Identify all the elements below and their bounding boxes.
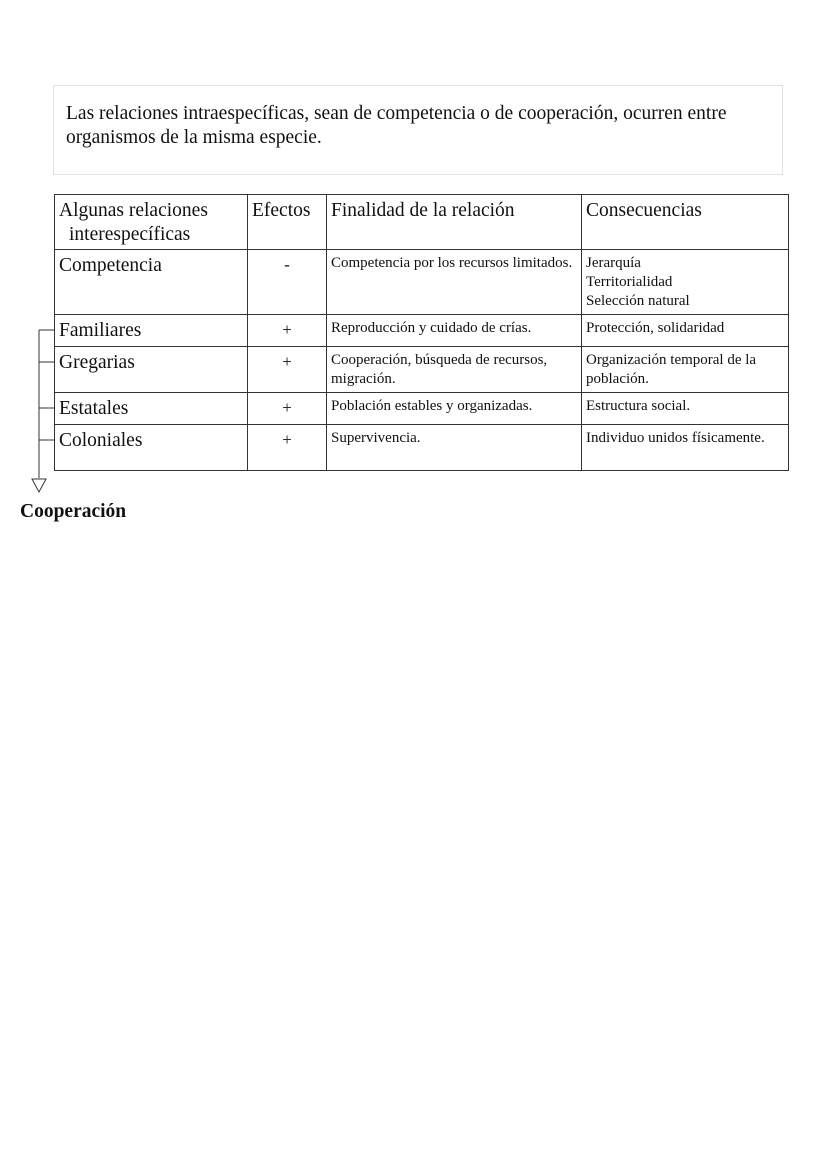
row-purpose: Reproducción y cuidado de crías. <box>327 315 582 347</box>
consequence-item: Territorialidad <box>586 274 673 290</box>
intro-text: Las relaciones intraespecíficas, sean de competencia o de cooperación, ocurren entre organismos de la misma especie. <box>66 103 727 148</box>
header-relations-line1: Algunas relaciones <box>59 200 208 221</box>
consequence-item: Selección natural <box>586 293 690 309</box>
row-consequences <box>582 425 789 471</box>
header-relations-line2: interespecíficas <box>69 224 191 245</box>
arrow-down-icon <box>32 479 46 492</box>
row-purpose: Competencia por los recursos limitados. <box>327 250 582 315</box>
table-row <box>55 393 789 425</box>
row-consequences <box>582 347 789 393</box>
row-consequences <box>582 315 789 347</box>
intro-box <box>53 85 783 175</box>
table-row <box>55 425 789 471</box>
consequence-item: Individuo unidos físicamente. <box>586 430 765 446</box>
row-name: Gregarias <box>55 347 248 393</box>
consequence-item: Jerarquía <box>586 255 641 271</box>
row-consequences <box>582 393 789 425</box>
row-effect: + <box>248 393 327 425</box>
cooperation-label: Cooperación <box>20 501 127 522</box>
row-name: Competencia <box>55 250 248 315</box>
consequence-item: Protección, solidaridad <box>586 320 725 336</box>
row-effect: + <box>248 347 327 393</box>
consequence-item: Organización temporal de la población. <box>586 352 757 387</box>
row-name: Coloniales <box>55 425 248 471</box>
table-row <box>55 250 789 315</box>
row-effect: + <box>248 315 327 347</box>
row-consequences <box>582 250 789 315</box>
header-consequences: Consecuencias <box>582 195 789 250</box>
row-name: Estatales <box>55 393 248 425</box>
header-effects: Efectos <box>248 195 327 250</box>
row-name: Familiares <box>55 315 248 347</box>
table-header-row <box>55 195 789 250</box>
row-purpose: Supervivencia. <box>327 425 582 471</box>
header-purpose: Finalidad de la relación <box>327 195 582 250</box>
consequence-item: Estructura social. <box>586 398 691 414</box>
row-effect: + <box>248 425 327 471</box>
table-row <box>55 315 789 347</box>
relations-table <box>54 194 789 471</box>
table-row <box>55 347 789 393</box>
row-purpose: Cooperación, búsqueda de recursos, migración. <box>327 347 582 393</box>
header-relations <box>55 195 248 250</box>
row-effect: - <box>248 250 327 315</box>
row-purpose: Población estables y organizadas. <box>327 393 582 425</box>
